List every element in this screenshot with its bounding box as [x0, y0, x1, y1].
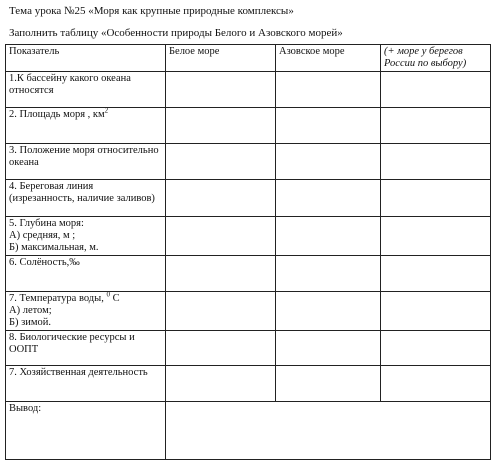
table-row — [6, 366, 491, 402]
row-label-biological-resources: 8. Биологические ресурсы и ООПТ — [6, 331, 166, 366]
table-row — [6, 180, 491, 217]
answer-cell[interactable] — [276, 144, 381, 180]
row-label-coastline: 4. Береговая линия (изрезанность, наличие заливов) — [6, 180, 166, 217]
answer-cell[interactable] — [276, 217, 381, 256]
conclusion-row — [6, 402, 491, 460]
answer-cell[interactable] — [166, 72, 276, 108]
answer-cell[interactable] — [381, 366, 491, 402]
conclusion-answer-cell[interactable] — [166, 402, 491, 460]
answer-cell[interactable] — [381, 331, 491, 366]
answer-cell[interactable] — [276, 366, 381, 402]
answer-cell[interactable] — [381, 72, 491, 108]
table-row — [6, 217, 491, 256]
answer-cell[interactable] — [381, 108, 491, 144]
column-header-optional-sea: (+ море у берегов России по выбору) — [381, 45, 491, 72]
row-label-salinity: 6. Солёность,‰ — [6, 256, 166, 292]
answer-cell[interactable] — [381, 144, 491, 180]
table-row — [6, 72, 491, 108]
table-row — [6, 331, 491, 366]
comparison-table — [5, 44, 491, 460]
answer-cell[interactable] — [381, 180, 491, 217]
table-row — [6, 256, 491, 292]
row-label-economic-activity: 7. Хозяйственная деятельность — [6, 366, 166, 402]
answer-cell[interactable] — [166, 256, 276, 292]
answer-cell[interactable] — [166, 144, 276, 180]
answer-cell[interactable] — [381, 217, 491, 256]
row-label-depth: 5. Глубина моря: А) средняя, м ; Б) максимальная, м. — [6, 217, 166, 256]
answer-cell[interactable] — [276, 256, 381, 292]
answer-cell[interactable] — [381, 256, 491, 292]
row-label-area: 2. Площадь моря , $км^2$ — [6, 108, 166, 144]
column-header-azov-sea: Азовское море — [276, 45, 381, 72]
page-title: Тема урока №25 «Моря как крупные природные комплексы» — [9, 5, 294, 17]
answer-cell[interactable] — [276, 180, 381, 217]
answer-cell[interactable] — [166, 108, 276, 144]
answer-cell[interactable] — [276, 292, 381, 331]
answer-cell[interactable] — [276, 72, 381, 108]
table-row — [6, 108, 491, 144]
answer-cell[interactable] — [166, 180, 276, 217]
answer-cell[interactable] — [276, 108, 381, 144]
answer-cell[interactable] — [166, 217, 276, 256]
table-row — [6, 144, 491, 180]
answer-cell[interactable] — [166, 292, 276, 331]
row-label-water-temperature: 7. Температура воды, $^0$ С А) летом; Б) зимой. — [6, 292, 166, 331]
answer-cell[interactable] — [166, 366, 276, 402]
answer-cell[interactable] — [166, 331, 276, 366]
column-header-indicator: Показатель — [6, 45, 166, 72]
table-header-row — [6, 45, 491, 72]
table-row — [6, 292, 491, 331]
conclusion-label: Вывод: — [6, 402, 166, 460]
answer-cell[interactable] — [381, 292, 491, 331]
row-label-position: 3. Положение моря относительно океана — [6, 144, 166, 180]
answer-cell[interactable] — [276, 331, 381, 366]
row-label-ocean-basin: 1.К бассейну какого океана относятся — [6, 72, 166, 108]
task-instruction: Заполнить таблицу «Особенности природы Белого и Азовского морей» — [9, 27, 343, 39]
column-header-white-sea: Белое море — [166, 45, 276, 72]
